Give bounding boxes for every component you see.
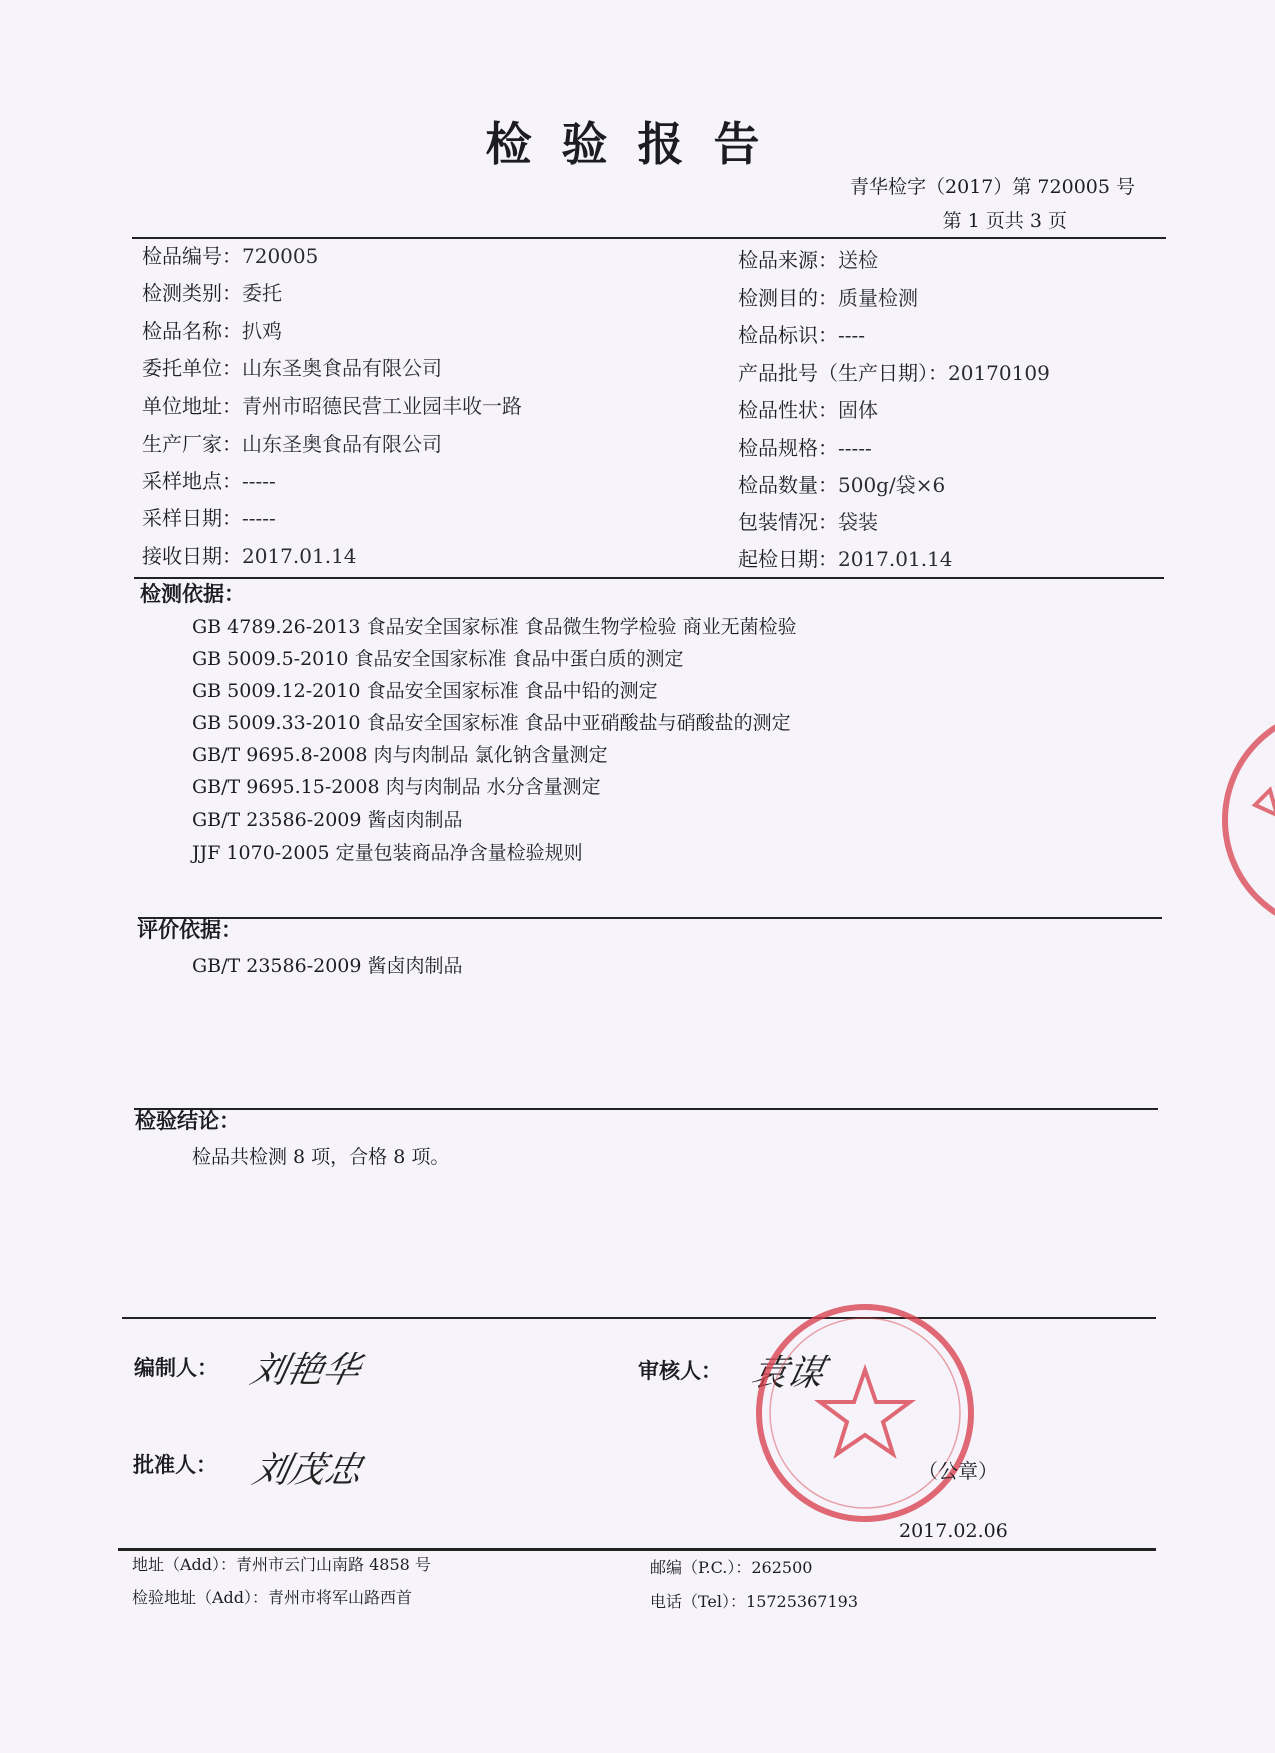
evaluation-divider <box>134 1108 1158 1110</box>
field-packaging: 包装情况：袋装 <box>738 510 878 534</box>
field-receive-date: 接收日期：2017.01.14 <box>142 544 357 568</box>
partial-seal-stamp <box>1215 700 1275 940</box>
footer-phone: 电话（Tel）：15725367193 <box>650 1592 858 1611</box>
evaluation-basis-heading: 评价依据： <box>137 917 242 942</box>
field-sample-spec: 检品规格：----- <box>738 436 872 460</box>
field-test-category: 检测类别：委托 <box>142 281 282 305</box>
test-basis-item: GB/T 23586-2009 酱卤肉制品 <box>192 809 463 831</box>
header-divider <box>132 237 1166 239</box>
field-test-purpose: 检测目的：质量检测 <box>738 286 918 310</box>
partial-seal-ring <box>1225 710 1275 930</box>
official-seal-stamp <box>750 1298 980 1528</box>
test-basis-heading: 检测依据： <box>140 581 245 606</box>
seal-outer-ring <box>759 1307 971 1519</box>
compiler-label: 编制人： <box>134 1355 218 1380</box>
evaluation-basis-item: GB/T 23586-2009 酱卤肉制品 <box>192 955 463 977</box>
test-basis-divider <box>138 917 1162 919</box>
test-basis-item: JJF 1070-2005 定量包装商品净含量检验规则 <box>192 842 583 864</box>
report-title: 检验报告 <box>485 117 790 171</box>
conclusion-heading: 检验结论： <box>135 1108 240 1133</box>
field-sample-qty: 检品数量：500g/袋×6 <box>738 473 946 497</box>
field-sample-name: 检品名称：扒鸡 <box>142 319 282 343</box>
field-sampling-place: 采样地点：----- <box>142 469 276 493</box>
test-basis-item: GB 5009.5-2010 食品安全国家标准 食品中蛋白质的测定 <box>192 648 684 670</box>
approver-label: 批准人： <box>133 1452 217 1477</box>
test-basis-item: GB 5009.12-2010 食品安全国家标准 食品中铅的测定 <box>192 680 658 702</box>
field-sample-no: 检品编号：720005 <box>142 244 319 268</box>
field-sample-mark: 检品标识：---- <box>738 323 866 347</box>
field-sample-state: 检品性状：固体 <box>738 398 878 422</box>
reviewer-signature: 袁谋 <box>747 1353 828 1394</box>
partial-seal-star-icon <box>1255 790 1275 815</box>
signature-top-divider <box>122 1317 1156 1319</box>
fields-divider <box>134 577 1164 579</box>
field-client-address: 单位地址：青州市昭德民营工业园丰收一路 <box>142 394 522 418</box>
report-date: 2017.02.06 <box>899 1520 1008 1542</box>
compiler-signature: 刘艳华 <box>247 1350 364 1391</box>
field-batch-no: 产品批号（生产日期）：20170109 <box>738 361 1050 385</box>
field-start-date: 起检日期：2017.01.14 <box>738 547 953 571</box>
seal-star-icon <box>820 1370 910 1454</box>
test-basis-item: GB/T 9695.8-2008 肉与肉制品 氯化钠含量测定 <box>192 744 608 766</box>
footer-postcode: 邮编（P.C.）：262500 <box>650 1558 813 1577</box>
page-info: 第 1 页共 3 页 <box>942 210 1067 232</box>
field-sampling-date: 采样日期：----- <box>142 506 276 530</box>
footer-divider <box>118 1548 1156 1551</box>
field-manufacturer: 生产厂家：山东圣奥食品有限公司 <box>142 432 442 456</box>
footer-address: 地址（Add）：青州市云门山南路 4858 号 <box>132 1555 431 1574</box>
seal-label: （公章） <box>918 1459 998 1483</box>
field-sample-source: 检品来源：送检 <box>738 248 878 272</box>
footer-test-address: 检验地址（Add）：青州市将军山路西首 <box>132 1588 413 1607</box>
test-basis-item: GB/T 9695.15-2008 肉与肉制品 水分含量测定 <box>192 776 601 798</box>
reviewer-label: 审核人： <box>638 1358 722 1383</box>
field-client: 委托单位：山东圣奥食品有限公司 <box>142 356 442 380</box>
document-number: 青华检字（2017）第 720005 号 <box>850 176 1135 198</box>
conclusion-text: 检品共检测 8 项，合格 8 项。 <box>192 1146 450 1168</box>
test-basis-item: GB 5009.33-2010 食品安全国家标准 食品中亚硝酸盐与硝酸盐的测定 <box>192 712 791 734</box>
test-basis-item: GB 4789.26-2013 食品安全国家标准 食品微生物学检验 商业无菌检验 <box>192 616 797 638</box>
approver-signature: 刘茂忠 <box>249 1450 366 1491</box>
